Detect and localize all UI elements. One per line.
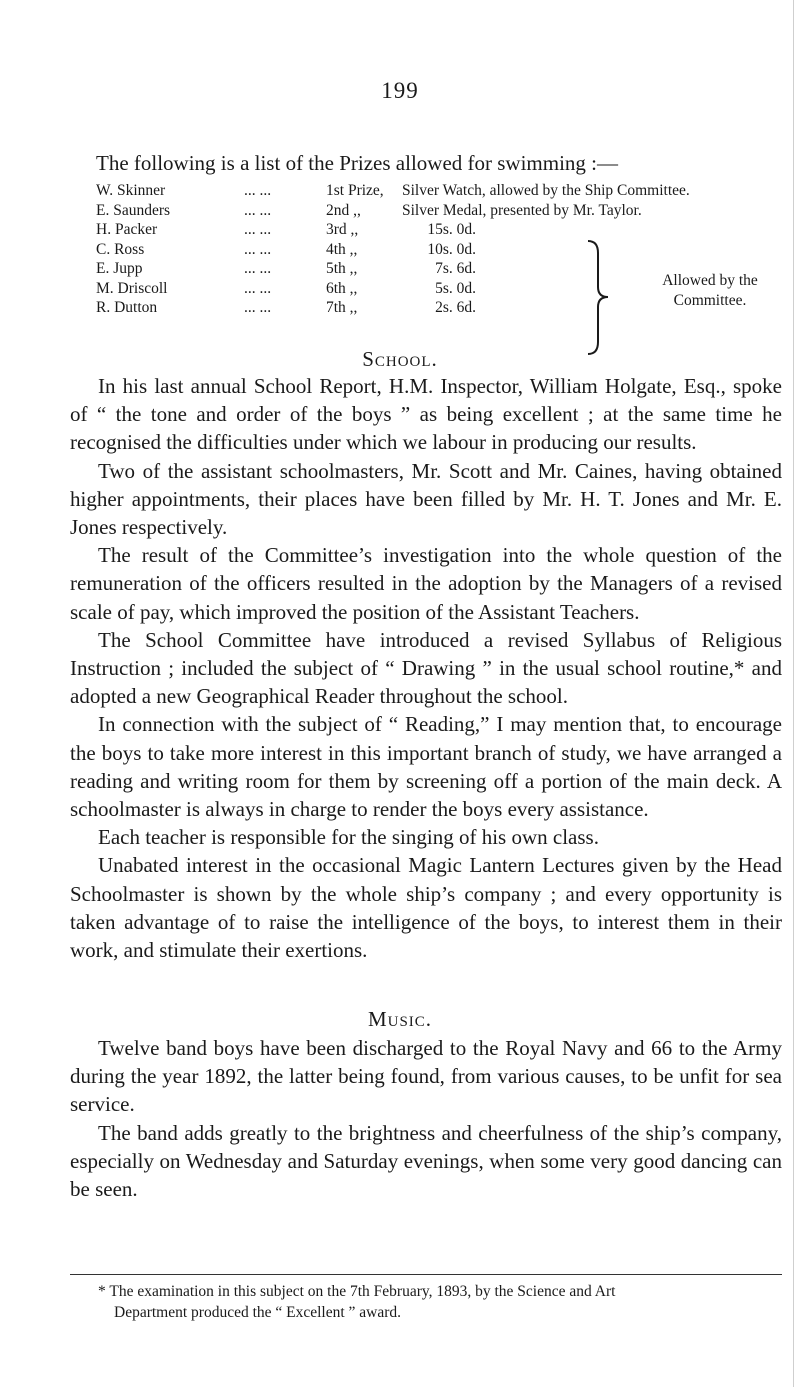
prize-winner-name: M. Driscoll [96,279,168,297]
prize-rank: 1st Prize, [326,182,384,199]
paragraph: Unabated interest in the occasional Magic Lantern Lectures given by the Head Schoolmaster is shown by the whole ship’s company ; and every opportunity is taken advantage of to raise the intelligence of the boys, to interest them in their work, and stimulate their exertions. [70,853,782,963]
prize-row [96,201,776,221]
prize-amount: 10s. 0d. [427,240,476,258]
paragraph: Each teacher is responsible for the singing of his own class. [98,825,599,850]
footnote [70,1281,782,1323]
paragraph: Two of the assistant schoolmasters, Mr. Scott and Mr. Caines, having obtained higher appointments, their places have been filled by Mr. H. T. Jones and Mr. E. Jones respectively. [70,458,782,540]
prize-amount: 2s. 6d. [435,299,476,316]
prize-rank: 7th ,, [326,299,358,316]
footnote-line: * The examination in this subject on the 7th February, 1893, by the Science and Art [98,1283,616,1300]
curly-brace [584,239,614,356]
prize-winner-name: C. Ross [96,240,145,258]
brace-note [640,271,780,310]
prize-amount: 15s. 0d. [427,221,476,238]
prize-row [96,240,776,260]
prize-winner-name: W. Skinner [96,182,166,199]
prize-rank: 6th ,, [326,279,358,297]
paragraph: In connection with the subject of “ Reading,” I may mention that, to encourage the boys to take more interest in this important branch of study, we have arranged a reading and writing room for them by screening off a portion of the main deck. A schoolmaster is always in charge to render the boys every assistance. [70,712,782,822]
prize-winner-name: E. Jupp [96,260,143,277]
leader-dots: ... ... [244,201,272,219]
prize-description: Silver Medal, presented by Mr. Taylor. [402,201,642,219]
prize-rank: 5th ,, [326,260,358,277]
leader-dots: ... ... [244,260,272,277]
prize-row [96,181,776,201]
brace-note-line: Allowed by the [662,272,758,289]
leader-dots: ... ... [244,240,272,258]
school-heading: School. [362,347,438,371]
prize-rank: 4th ,, [326,240,358,258]
leader-dots: ... ... [244,299,272,316]
prize-rank: 2nd ,, [326,201,361,219]
prize-winner-name: H. Packer [96,221,158,238]
leader-dots: ... ... [244,279,272,297]
leader-dots: ... ... [244,182,272,199]
prize-table [96,181,776,318]
page-edge-line [793,0,794,1387]
prize-rank: 3rd ,, [326,221,359,238]
leader-dots: ... ... [244,221,272,238]
footnote-line: Department produced the “ Excellent ” award. [114,1304,402,1321]
music-heading: Music. [367,1007,433,1031]
footnote-rule [70,1274,782,1275]
prize-list-intro: The following is a list of the Prizes allowed for swimming :— [96,151,619,175]
paragraph: The band adds greatly to the brightness and cheerfulness of the ship’s company, especially on Wednesday and Saturday evenings, when some very good dancing can be seen. [70,1120,782,1202]
paragraph: The result of the Committee’s investigation into the whole question of the remuneration of the officers resulted in the adoption by the Managers of a revised scale of pay, which improved the position of the Assistant Teachers. [70,543,782,624]
prize-description: Silver Watch, allowed by the Ship Committee. [402,182,690,199]
music-section [70,1034,782,1203]
paragraph: In his last annual School Report, H.M. Inspector, William Holgate, Esq., spoke of “ the tone and order of the boys ” as being excellent ; at the same time he recognised the difficulties under which we labour in producing our results. [70,374,782,455]
prize-winner-name: R. Dutton [96,299,158,316]
prize-winner-name: E. Saunders [96,201,171,219]
school-section [70,372,782,964]
paragraph: The School Committee have introduced a revised Syllabus of Religious Instruction ; included the subject of “ Drawing ” in the usual school routine,* and adopted a new Geographical Reader throughout the school. [70,627,782,709]
prize-amount: 7s. 6d. [435,260,476,277]
paragraph: Twelve band boys have been discharged to the Royal Navy and 66 to the Army during the year 1892, the latter being found, from various causes, to be unfit for sea service. [70,1036,782,1117]
page-number: 199 [381,78,419,103]
prize-row [96,220,776,240]
brace-note-line: Committee. [673,291,747,309]
prize-amount: 5s. 0d. [435,279,476,297]
